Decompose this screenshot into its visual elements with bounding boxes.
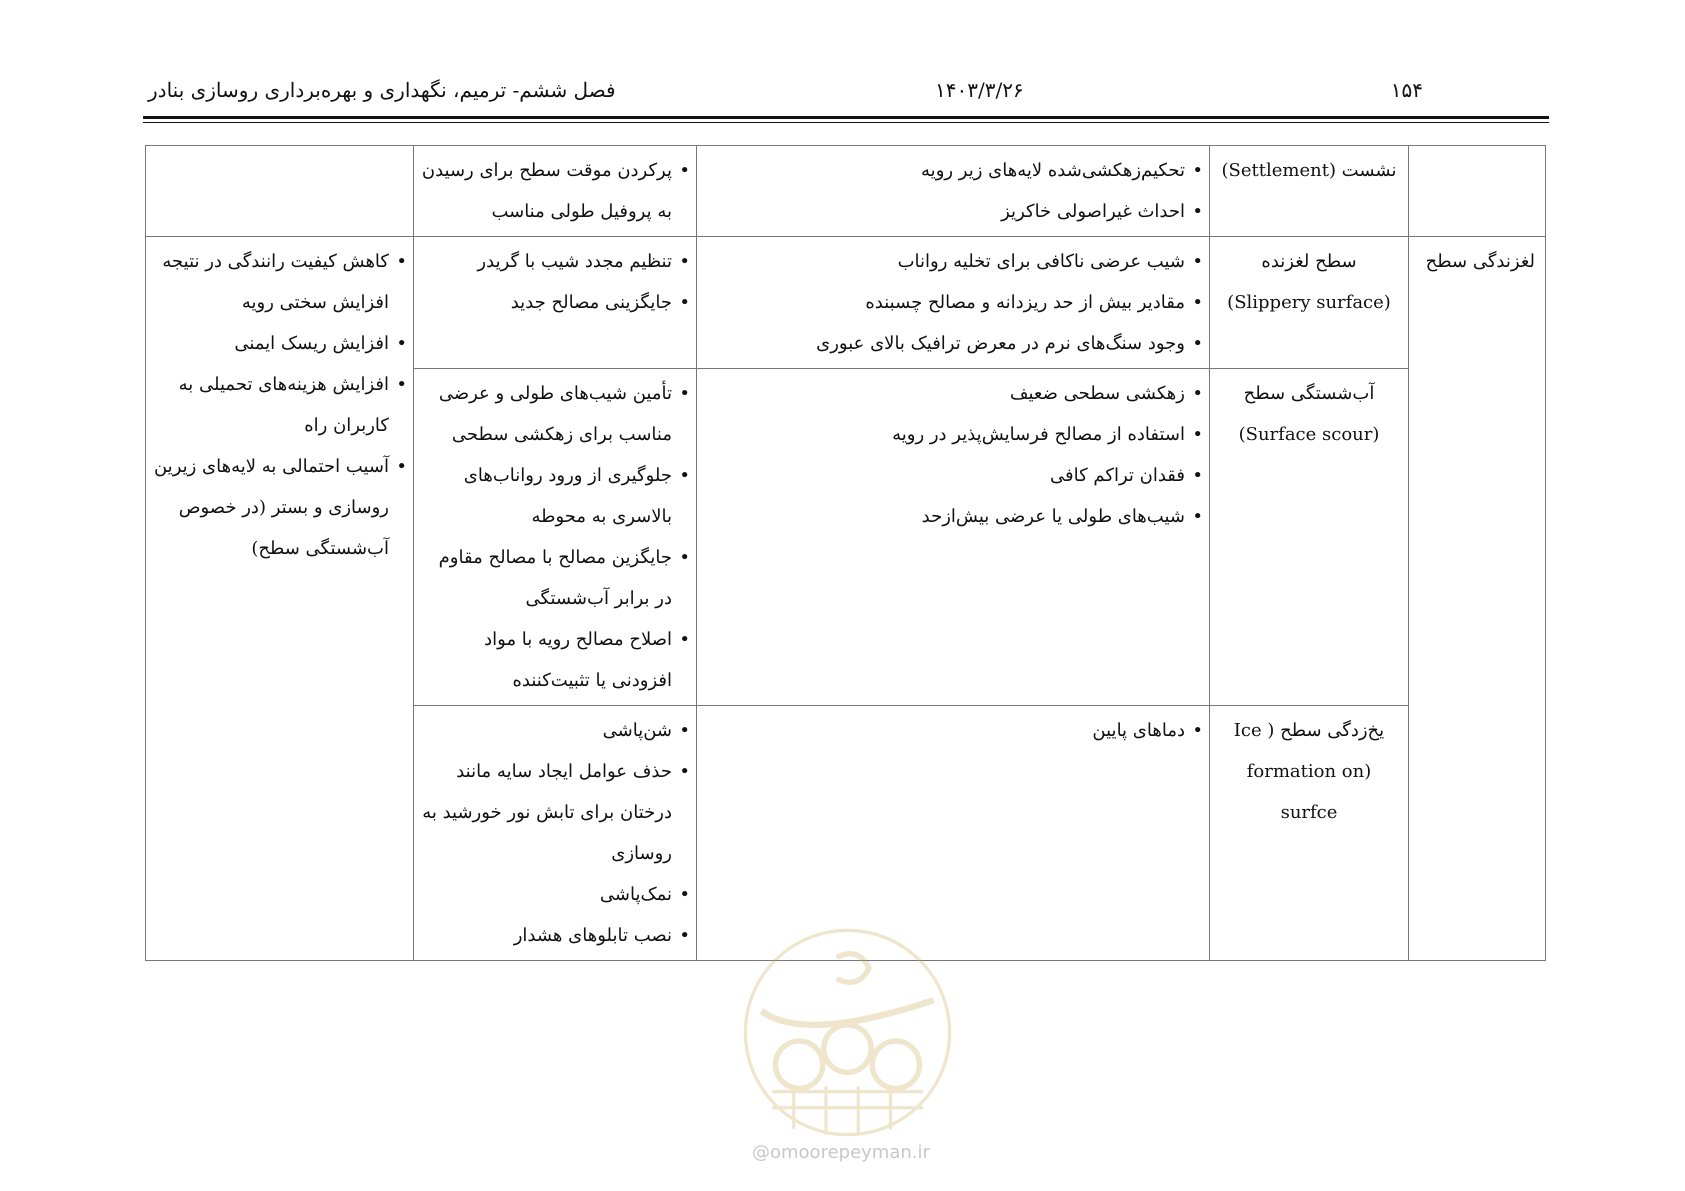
consequence-item: • افزایش ریسک ایمنی xyxy=(152,323,407,364)
remedy-item: • جایگزینی مصالح جدید xyxy=(420,282,690,323)
defect-name-fa: آب‌شستگی سطح xyxy=(1243,383,1375,404)
defect-name-en: (formation on surfce xyxy=(1246,761,1372,823)
remedies-cell xyxy=(414,706,697,961)
causes-cell xyxy=(697,706,1210,961)
consequence-item: • آسیب احتمالی به لایه‌های زیرین روسازی و بستر (در خصوص آب‌شستگی سطح) xyxy=(152,446,407,569)
causes-cell xyxy=(697,237,1210,369)
consequence-item: • کاهش کیفیت رانندگی در نتیجه افزایش سختی رویه xyxy=(152,241,407,323)
remedies-cell xyxy=(414,369,697,706)
defect-name-en: (Slippery surface) xyxy=(1227,292,1391,313)
cause-item: • مقادیر بیش از حد ریزدانه و مصالح چسبنده xyxy=(703,282,1203,323)
category-cell: لغزندگی سطح xyxy=(1409,237,1546,961)
watermark-logo xyxy=(740,925,955,1140)
remedy-item: • تنظیم مجدد شیب با گریدر xyxy=(420,241,690,282)
cause-item: • احداث غیراصولی خاکریز xyxy=(703,191,1203,232)
remedy-item: • شن‌پاشی xyxy=(420,710,690,751)
header-rule-thin xyxy=(143,122,1549,123)
causes-cell xyxy=(697,369,1210,706)
watermark-url: @omoorepeyman.ir xyxy=(752,1142,930,1163)
cause-item: • شیب عرضی ناکافی برای تخلیه رواناب xyxy=(703,241,1203,282)
cause-item: • استفاده از مصالح فرسایش‌پذیر در رویه xyxy=(703,414,1203,455)
consequence-item: • افزایش هزینه‌های تحمیلی به کاربران راه xyxy=(152,364,407,446)
consequences-cell xyxy=(146,146,414,237)
cause-item: • تحکیم‌زهکشی‌شده لایه‌های زیر رویه xyxy=(703,150,1203,191)
consequences-cell xyxy=(146,237,414,961)
remedies-cell xyxy=(414,146,697,237)
remedy-item: • حذف عوامل ایجاد سایه مانند درختان برای تابش نور خورشید به روسازی xyxy=(420,751,690,874)
remedy-item: • تأمین شیب‌های طولی و عرضی مناسب برای زهکشی سطحی xyxy=(420,373,690,455)
defect-name-fa: یخ‌زدگی سطح ( Ice xyxy=(1233,720,1385,741)
cause-item: • شیب‌های طولی یا عرضی بیش‌ازحد xyxy=(703,496,1203,537)
page-number: ۱۵۴ xyxy=(1390,78,1423,102)
remedy-item: • نمک‌پاشی xyxy=(420,874,690,915)
header-date: ۱۴۰۳/۳/۲۶ xyxy=(935,78,1024,102)
header-rule-thick xyxy=(143,116,1549,119)
defect-name-fa: سطح لغزنده xyxy=(1261,251,1357,272)
remedy-item: • اصلاح مصالح رویه با مواد افزودنی یا تثبیت‌کننده xyxy=(420,619,690,701)
defect-cell xyxy=(1210,369,1409,706)
cause-item: • زهکشی سطحی ضعیف xyxy=(703,373,1203,414)
defects-table xyxy=(145,145,1546,961)
table-row xyxy=(146,146,1546,237)
defect-name-en: (Surface scour) xyxy=(1238,424,1380,445)
remedy-item: • پرکردن موقت سطح برای رسیدن به پروفیل طولی مناسب xyxy=(420,150,690,232)
remedy-item: • جایگزین مصالح با مصالح مقاوم در برابر آب‌شستگی xyxy=(420,537,690,619)
remedy-item: • جلوگیری از ورود رواناب‌های بالاسری به محوطه xyxy=(420,455,690,537)
table-row xyxy=(146,237,1546,369)
causes-cell xyxy=(697,146,1210,237)
cause-item: • فقدان تراکم کافی xyxy=(703,455,1203,496)
remedy-item: • نصب تابلوهای هشدار xyxy=(420,915,690,956)
remedies-cell xyxy=(414,237,697,369)
cause-item: • دماهای پایین xyxy=(703,710,1203,751)
chapter-title: فصل ششم- ترمیم، نگهداری و بهره‌برداری روسازی بنادر xyxy=(148,78,616,102)
defect-cell xyxy=(1210,706,1409,961)
cause-item: • وجود سنگ‌های نرم در معرض ترافیک بالای عبوری xyxy=(703,323,1203,364)
defect-cell: نشست (Settlement) xyxy=(1210,146,1409,237)
category-cell xyxy=(1409,146,1546,237)
defect-cell xyxy=(1210,237,1409,369)
